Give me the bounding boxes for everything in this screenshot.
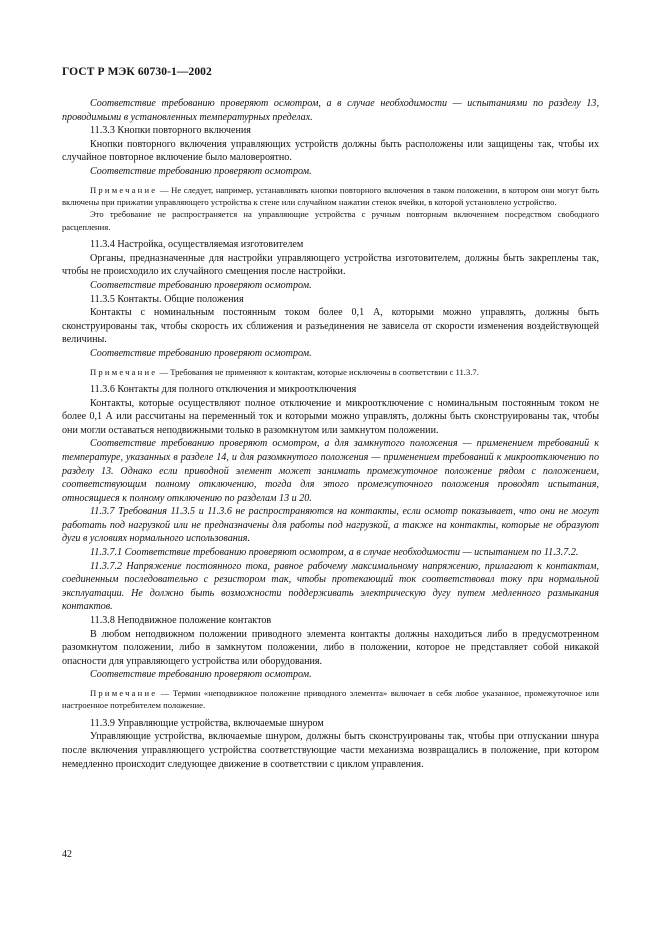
paragraph: Соответствие требованию проверяют осмотром. <box>90 279 312 291</box>
paragraph: Это требование не распространяется на управляющие устройства с ручным повторным включением посредством свободного расцепления. <box>62 209 599 232</box>
section-heading: 11.3.9 Управляющие устройства, включаемые шнуром <box>90 717 324 729</box>
page-header: ГОСТ Р МЭК 60730-1—2002 <box>62 66 212 78</box>
section-heading: 11.3.8 Неподвижное положение контактов <box>90 615 272 627</box>
paragraph: 11.3.7.1 Соответствие требованию проверяют осмотром, а в случае необходимости — испытанием по 11.3.7.2. <box>90 547 579 559</box>
note <box>62 687 599 712</box>
paragraph: Соответствие требованию проверяют осмотром. <box>90 347 312 359</box>
note <box>62 366 599 378</box>
paragraph: Соответствие требованию проверяют осмотром. <box>90 165 312 177</box>
document-body <box>62 97 599 771</box>
paragraph: Соответствие требованию проверяют осмотром. <box>90 669 312 681</box>
section-heading: 11.3.4 Настройка, осуществляемая изготовителем <box>90 239 304 251</box>
note-label: Примечание <box>90 184 158 195</box>
section-heading: 11.3.5 Контакты. Общие положения <box>90 293 244 305</box>
note <box>62 184 599 209</box>
paragraph: 11.3.7 Требования 11.3.5 и 11.3.6 не распространяются на контакты, если осмотр показывает, что они не могут работать под нагрузкой или не предназначены для работы под нагрузкой, а также на контакты, которые не образуют дуги в условиях нормального использования. <box>62 506 599 545</box>
note-text: — Термин «неподвижное положение приводного элемента» включает в себя любое указанное, промежуточное или настроенное потребителем положение. <box>62 688 599 711</box>
paragraph: Контакты с номинальным постоянным током более 0,1 А, которыми можно управлять, должны быть сконструированы так, чтобы скорость их сближения и разъединения не зависела от скорости изменения воздействующей величины. <box>62 307 599 346</box>
section-heading: 11.3.6 Контакты для полного отключения и микроотключения <box>90 383 357 395</box>
paragraph: 11.3.7.2 Напряжение постоянного тока, равное рабочему максимальному напряжению, прилагают к контактам, соединенным последовательно с резистором так, чтобы протекающий ток соответствовал току при нормальной эксплуатации. Не должно быть возможности поддерживать электрическую дугу путем медленного размыкания контактов. <box>62 560 599 613</box>
page-number: 42 <box>62 849 72 860</box>
paragraph: Органы, предназначенные для настройки управляющего устройства изготовителем, должны быть закреплены так, чтобы не происходило их случайного смещения после настройки. <box>62 252 599 278</box>
note-text: — Требования не применяют к контактам, которые исключены в соответствии с 11.3.7. <box>159 366 479 377</box>
paragraph: В любом неподвижном положении приводного элемента контакты должны находиться либо в предусмотренном разомкнутом положении, либо в замкнутом положении, либо в положении, которое не представляет собой никакой опасности для управляющего устройства или оборудования. <box>62 628 599 667</box>
paragraph: Соответствие требованию проверяют осмотром, а для замкнутого положения — применением требований к температуре, указанных в разделе 14, и для разомкнутого положения — применением требований к микроотключению по разделу 13. Однако если приводной элемент может занимать промежуточное положение рядом с положением, соответствующим полному отключению, тогда для этого промежуточного положения проводят испытания, относящиеся к полному отключению по разделам 13 и 20. <box>62 438 599 504</box>
section-heading: 11.3.3 Кнопки повторного включения <box>90 125 251 137</box>
note-label: Примечание <box>90 366 158 377</box>
note-label: Примечание <box>90 688 158 698</box>
paragraph: Контакты, которые осуществляют полное отключение и микроотключение с номинальным постоянным током не более 0,1 А или рассчитаны на переменный ток и которыми можно управлять, должны быть сконструированы так, чтобы они могли оставаться неподвижными только в разомкнутом или замкнутом положении. <box>62 397 599 436</box>
paragraph: Управляющие устройства, включаемые шнуром, должны быть сконструированы так, чтобы при отпускании шнура после включения управляющего устройства соответствующие части механизма возвращались в положение, при котором немедленно происходит следующее движение в соответствии с циклом управления. <box>62 731 599 770</box>
note-text: — Не следует, например, устанавливать кнопки повторного включения в таком положении, в котором они могут быть включены при прижатии управляющего устройства к стене или случайном нажатии стенок ячейки, в которой установлено устройство. <box>62 184 599 207</box>
paragraph: Соответствие требованию проверяют осмотром, а в случае необходимости — испытаниями по разделу 13, проводимыми в установленных температурных пределах. <box>62 98 599 123</box>
paragraph: Кнопки повторного включения управляющих устройств должны быть расположены или защищены так, чтобы их случайное повторное включение было маловероятно. <box>62 138 599 164</box>
